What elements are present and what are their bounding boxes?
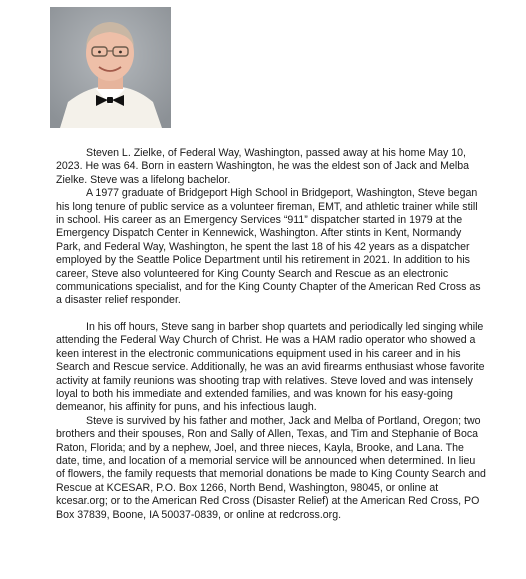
obituary-paragraph-1: Steven L. Zielke, of Federal Way, Washington, passed away at his home May 10, 2023. He was 64. Born in eastern Washington, he was the eldest son of Jack and Melba Zielke. Steve was a lifelong bachelor. xyxy=(56,147,470,186)
obituary-paragraph-3: In his off hours, Steve sang in barber shop quartets and periodically led singing while attending the Federal Way Church of Christ. He was a HAM radio operator who showed a keen interest in the electronic communications equipment used in his career and in his Search and Rescue service. Additionally, he was an avid firearms enthusiast whose favorite activity at family reunions was shooting trap with relatives. Steve loved and was intensely loyal to both his immediate and extended families, and was known for his easy-going demeanor, his affinity for puns, and his infectious laugh. xyxy=(56,320,485,414)
obituary-paragraph-2: A 1977 graduate of Bridgeport High School in Bridgeport, Washington, Steve began his long tenure of public service as a volunteer fireman, EMT, and athletic trainer while still in school. His career as an Emergency Services “911” dispatcher started in 1979 at the Emergency Dispatch Center in Kennewick, Washington. After stints in Kent, Normandy Park, and Federal Way, Washington, he spent the last 18 of his 42 years as a dispatcher employed by the Seattle Police Department until his retirement in 2021. In addition to his career, Steve also volunteered for King County Search and Rescue as an electronic communications specialist, and for the King County Chapter of the American Red Cross as a disaster relief responder. xyxy=(56,187,481,307)
obituary-paragraph-4: Steve is survived by his father and mother, Jack and Melba of Portland, Oregon; two brothers and their spouses, Ron and Sally of Allen, Texas, and Tim and Stephanie of Boca Raton, Florida; and by a nephew, Joel, and three nieces, Kayla, Brooke, and Lana. The date, time, and location of a memorial service will be announced when determined. In lieu of flowers, the family requests that memorial donations be made to King County Search and Rescue at KCESAR, P.O. Box 1266, North Bend, Washington, 98045, or online at kcesar.org; or to the American Red Cross (Disaster Relief) at the American Red Cross, PO Box 37839, Boone, IA 50037-0839, or online at redcross.org. xyxy=(56,414,486,521)
obituary-text xyxy=(56,147,486,522)
portrait-icon xyxy=(50,7,171,128)
portrait-photo xyxy=(50,7,171,128)
